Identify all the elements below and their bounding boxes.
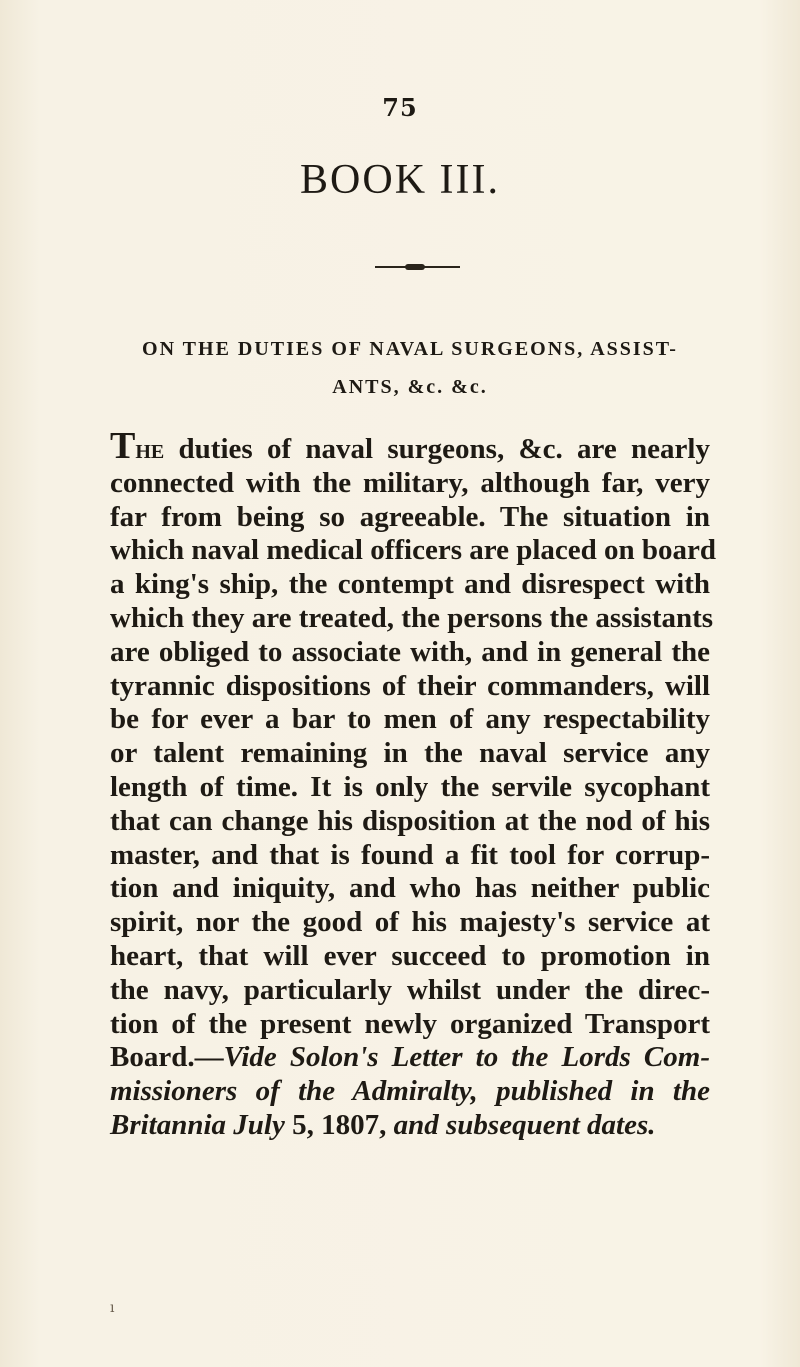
subtitle-line-1: ON THE DUTIES OF NAVAL SURGEONS, ASSIST- (142, 338, 678, 360)
text-line: a king's ship, the contempt and disrespect with (110, 568, 710, 601)
text-roman: Board.— (110, 1041, 224, 1074)
book-title: BOOK III. (300, 157, 500, 203)
text-line: spirit, nor the good of his majesty's service at (110, 906, 710, 939)
stray-ink-mark: ı (110, 1300, 115, 1316)
text-line: tion and iniquity, and who has neither public (110, 872, 710, 905)
text-line (110, 425, 710, 467)
text-line: tyrannic dispositions of their commanders, will (110, 669, 710, 702)
text-line: the navy, particularly whilst under the direc- (110, 973, 710, 1006)
text-line: or talent remaining in the naval service any (110, 737, 710, 770)
text-line (110, 1109, 710, 1143)
text-roman: 5, 1807, (292, 1108, 387, 1141)
first-word-rest: he (135, 433, 165, 465)
text-line: far from being so agreeable. The situation in (110, 500, 710, 533)
text-italic: and subsequent dates. (386, 1108, 656, 1141)
text-line: connected with the military, although far, very (110, 466, 710, 499)
text-line: are obliged to associate with, and in general the (110, 635, 710, 668)
text-italic: Vide Solon's Letter to the Lords Com- (223, 1041, 710, 1074)
text-line: missioners of the Admiralty, published in the (110, 1075, 710, 1108)
chapter-subtitle (110, 330, 710, 406)
text-line: which they are treated, the persons the assistants (110, 601, 714, 634)
text-line (110, 1041, 710, 1075)
text-italic: Britannia July (110, 1108, 293, 1141)
ornamental-rule (375, 266, 460, 268)
text-line: that can change his disposition at the nod of his (110, 804, 710, 837)
text-line: length of time. It is only the servile sycophant (110, 770, 710, 803)
text-line: be for ever a bar to men of any respectability (110, 703, 710, 736)
page-number: 75 (382, 93, 418, 122)
text-line: heart, that will ever succeed to promotion in (110, 939, 710, 972)
text-line: master, and that is found a fit tool for corrup- (110, 838, 710, 871)
text-line: tion of the present newly organized Transport (110, 1007, 710, 1040)
subtitle-line-2: ANTS, &c. &c. (332, 376, 488, 398)
text-line: which naval medical officers are placed on board (110, 534, 717, 567)
drop-initial: T (110, 425, 136, 467)
body-paragraph (110, 425, 717, 1143)
text-line-content: duties of naval surgeons, &c. are nearly (164, 433, 710, 465)
